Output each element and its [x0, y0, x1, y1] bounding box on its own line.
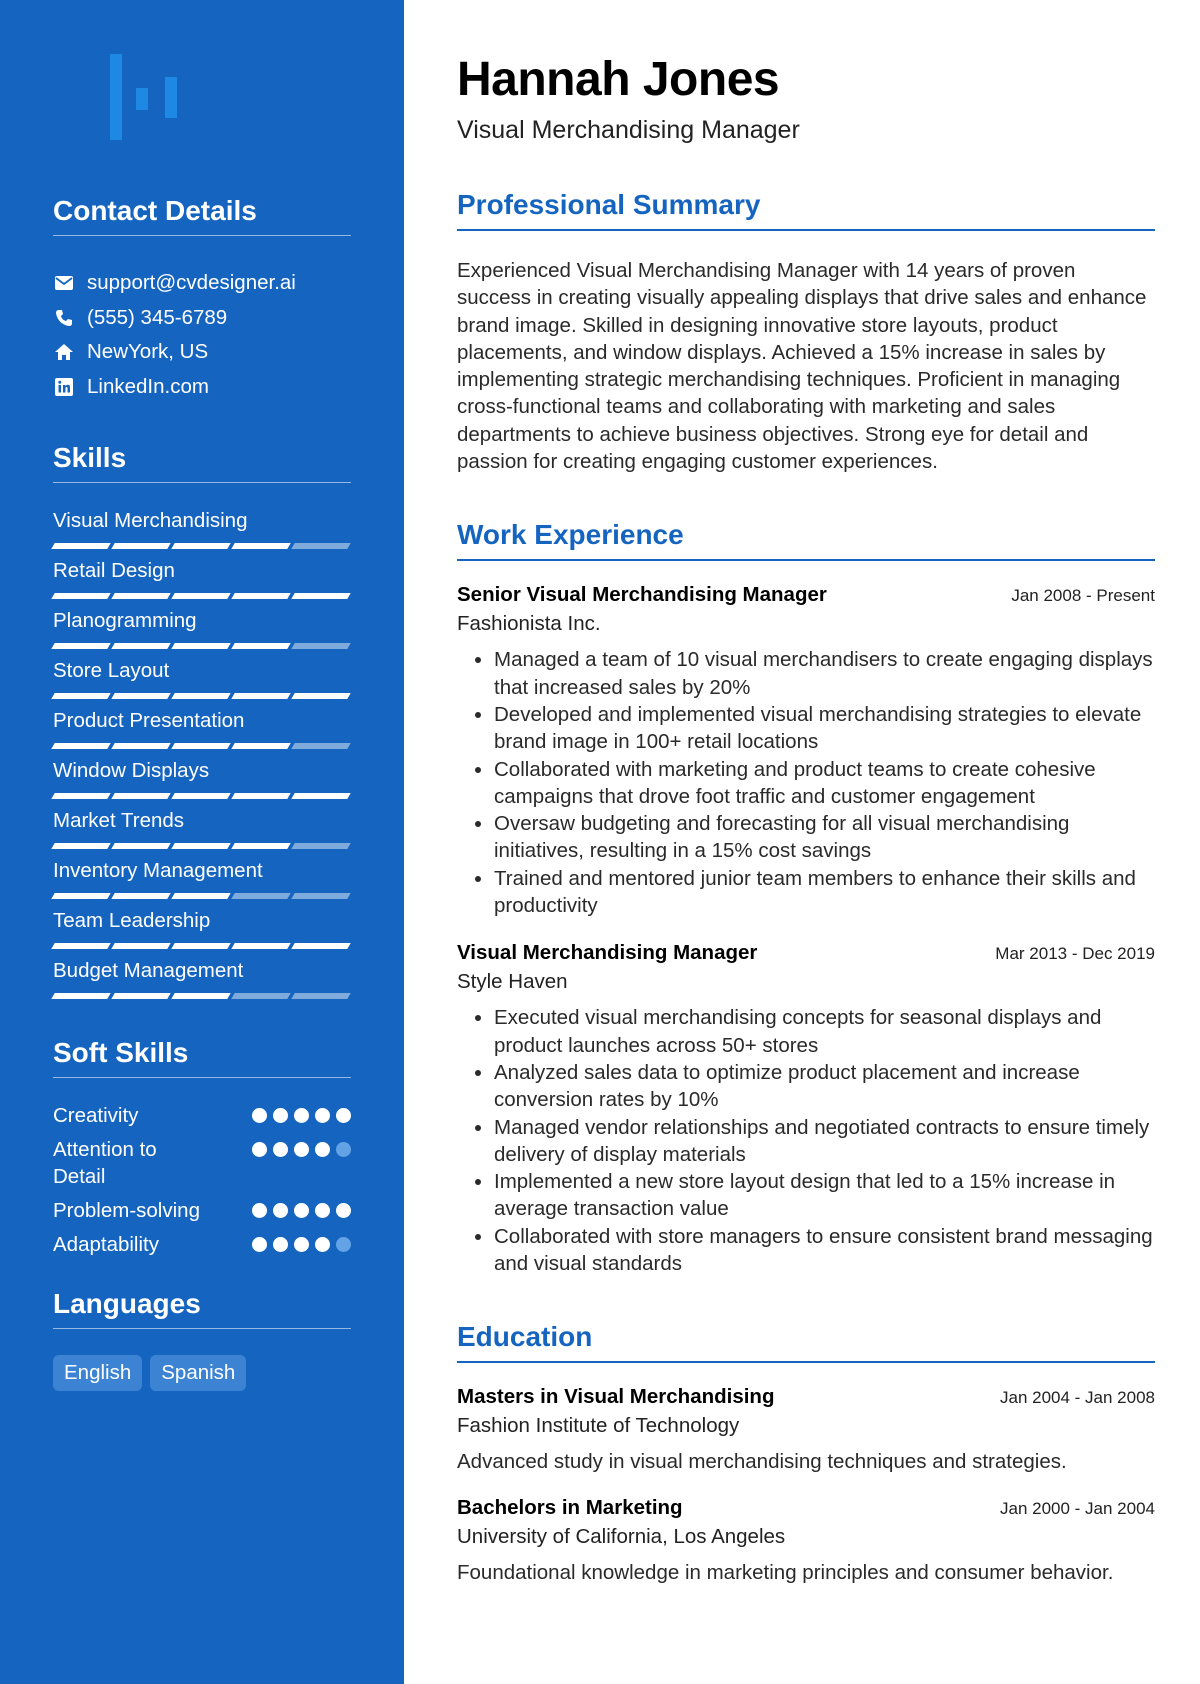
skill-level-bar — [53, 743, 351, 749]
contact-email-text: support@cvdesigner.ai — [87, 271, 296, 295]
job-dates: Jan 2008 - Present — [1011, 586, 1155, 606]
skill-level-segment — [51, 693, 110, 699]
skill-level-segment — [171, 693, 230, 699]
skill-name: Team Leadership — [53, 909, 211, 932]
skill-level-segment — [231, 893, 290, 899]
rating-dot — [273, 1108, 288, 1123]
skill-level-segment — [291, 643, 350, 649]
rating-dot — [252, 1142, 267, 1157]
skill-level-segment — [171, 893, 230, 899]
skill-level-segment — [111, 893, 170, 899]
skill-level-segment — [171, 643, 230, 649]
skill-level-bar — [53, 793, 351, 799]
summary-heading: Professional Summary — [457, 189, 1155, 231]
skill-level-segment — [231, 793, 290, 799]
summary-section — [457, 189, 1155, 475]
education-header — [457, 1385, 1155, 1409]
rating-dot — [294, 1203, 309, 1218]
job-header — [457, 941, 1155, 965]
job-bullet: • Oversaw budgeting and forecasting for all visual merchandising initiatives, resulting in a 15% cost savings — [494, 810, 1155, 865]
skills-section — [53, 442, 351, 1009]
education-entry — [457, 1385, 1155, 1474]
skill-level-segment — [291, 793, 350, 799]
skill-level-segment — [291, 743, 350, 749]
candidate-role: Visual Merchandising Manager — [457, 116, 800, 144]
logo-bar — [110, 54, 122, 140]
skill-level-segment — [51, 993, 110, 999]
skill-level-segment — [231, 643, 290, 649]
skill-level-bar — [53, 943, 351, 949]
soft-skill-name: Creativity — [53, 1104, 139, 1127]
rating-dot — [315, 1108, 330, 1123]
rating-dot — [294, 1237, 309, 1252]
skill-item — [53, 859, 351, 909]
job-bullet: • Trained and mentored junior team members to enhance their skills and productivity — [494, 865, 1155, 920]
education-entry — [457, 1496, 1155, 1585]
skill-level-segment — [51, 843, 110, 849]
skill-level-segment — [231, 943, 290, 949]
rating-dot — [294, 1108, 309, 1123]
education-dates: Jan 2004 - Jan 2008 — [999, 1388, 1155, 1408]
skill-item — [53, 759, 351, 809]
candidate-name: Hannah Jones — [457, 53, 780, 106]
skill-level-segment — [231, 743, 290, 749]
skill-level-segment — [291, 543, 350, 549]
soft-skill-item — [53, 1231, 351, 1258]
contact-linkedin[interactable] — [53, 370, 351, 405]
job-bullets — [457, 1004, 1155, 1277]
languages-heading: Languages — [53, 1288, 351, 1329]
skill-level-segment — [231, 543, 290, 549]
contact-location-text: NewYork, US — [87, 340, 209, 364]
skill-level-segment — [291, 843, 350, 849]
languages-list — [53, 1355, 351, 1391]
logo-bar — [136, 88, 148, 110]
job-bullet: • Collaborated with store managers to ensure consistent brand messaging and visual standards — [494, 1223, 1155, 1278]
education-school: Fashion Institute of Technology — [457, 1414, 740, 1438]
skill-level-segment — [111, 693, 170, 699]
skill-level-bar — [53, 993, 351, 999]
job-bullets — [457, 646, 1155, 919]
contact-list — [53, 266, 351, 404]
phone-icon — [53, 307, 75, 329]
experience-section — [457, 519, 1155, 1277]
job-title: Senior Visual Merchandising Manager — [457, 583, 827, 607]
rating-dot — [294, 1142, 309, 1157]
contact-section — [53, 195, 351, 404]
language-badge: English — [53, 1355, 142, 1391]
job-bullet: • Implemented a new store layout design that led to a 15% increase in average transaction value — [494, 1168, 1155, 1223]
skill-item — [53, 809, 351, 859]
job-header — [457, 583, 1155, 607]
soft-skills-section — [53, 1037, 351, 1258]
logo — [53, 0, 351, 195]
skill-level-bar — [53, 843, 351, 849]
skill-level-segment — [111, 843, 170, 849]
contact-email[interactable] — [53, 266, 351, 301]
skill-name: Store Layout — [53, 659, 170, 682]
skill-level-segment — [111, 543, 170, 549]
job-bullet: • Developed and implemented visual merchandising strategies to elevate brand image in 100+ retail locations — [494, 701, 1155, 756]
skill-name: Budget Management — [53, 959, 244, 982]
soft-skill-item — [53, 1197, 351, 1224]
main-content — [404, 0, 1200, 1684]
skill-level-segment — [291, 893, 350, 899]
rating-dot — [252, 1108, 267, 1123]
soft-skill-name: Attention to Detail — [53, 1138, 157, 1188]
skill-name: Planogramming — [53, 609, 197, 632]
skill-level-segment — [291, 943, 350, 949]
skill-name: Inventory Management — [53, 859, 263, 882]
skill-level-segment — [51, 793, 110, 799]
rating-dot — [336, 1203, 351, 1218]
rating-dot — [273, 1237, 288, 1252]
soft-skill-rating — [252, 1136, 351, 1157]
education-degree: Bachelors in Marketing — [457, 1496, 683, 1520]
skill-level-bar — [53, 543, 351, 549]
skill-level-bar — [53, 643, 351, 649]
education-description: Advanced study in visual merchandising techniques and strategies. — [457, 1450, 1067, 1474]
soft-skill-item — [53, 1136, 351, 1190]
skill-level-segment — [51, 593, 110, 599]
job-title: Visual Merchandising Manager — [457, 941, 758, 965]
home-icon — [53, 341, 75, 363]
rating-dot — [315, 1203, 330, 1218]
skill-name: Market Trends — [53, 809, 185, 832]
skill-level-segment — [111, 993, 170, 999]
contact-phone-text: (555) 345-6789 — [87, 305, 228, 329]
summary-text: Experienced Visual Merchandising Manager with 14 years of proven success in creating visually appealing displays that drive sales and enhance brand image. Skilled in designing innovative store layouts, product placements, and window displays. Achieved a 15% increase in sales by implementing strategic merchandising techniques. Proficient in managing cross-functional teams and collaborating with marketing and sales departments to achieve business objectives. Strong eye for detail and passion for creating engaging customer experiences. — [457, 259, 1147, 474]
skill-name: Retail Design — [53, 559, 175, 582]
job-entry — [457, 941, 1155, 1277]
skill-level-bar — [53, 893, 351, 899]
job-company: Style Haven — [457, 970, 568, 994]
education-description: Foundational knowledge in marketing principles and consumer behavior. — [457, 1561, 1114, 1585]
job-bullet: • Managed a team of 10 visual merchandisers to create engaging displays that increased sales by 20% — [494, 646, 1155, 701]
education-header — [457, 1496, 1155, 1520]
skill-level-segment — [51, 643, 110, 649]
skill-item — [53, 659, 351, 709]
soft-skills-heading: Soft Skills — [53, 1037, 351, 1078]
skill-name: Visual Merchandising — [53, 509, 248, 532]
rating-dot — [315, 1142, 330, 1157]
skill-level-segment — [171, 543, 230, 549]
language-badge: Spanish — [150, 1355, 246, 1391]
skill-level-segment — [171, 843, 230, 849]
skills-list — [53, 509, 351, 1009]
skill-level-segment — [171, 943, 230, 949]
skill-level-segment — [111, 643, 170, 649]
soft-skills-list — [53, 1102, 351, 1258]
skill-level-segment — [291, 593, 350, 599]
skill-level-segment — [291, 993, 350, 999]
languages-section — [53, 1288, 351, 1391]
soft-skill-rating — [252, 1231, 351, 1252]
job-bullet: • Analyzed sales data to optimize product placement and increase conversion rates by 10% — [494, 1059, 1155, 1114]
job-dates: Mar 2013 - Dec 2019 — [995, 944, 1155, 964]
rating-dot — [336, 1237, 351, 1252]
education-heading: Education — [457, 1321, 1155, 1363]
skill-item — [53, 559, 351, 609]
education-section — [457, 1321, 1155, 1585]
skill-level-segment — [111, 943, 170, 949]
skill-item — [53, 709, 351, 759]
logo-bar — [165, 77, 177, 118]
skill-level-segment — [51, 743, 110, 749]
rating-dot — [336, 1142, 351, 1157]
skill-name: Window Displays — [53, 759, 210, 782]
skill-level-segment — [231, 593, 290, 599]
contact-linkedin-text: LinkedIn.com — [87, 374, 209, 398]
skill-level-segment — [111, 593, 170, 599]
experience-heading: Work Experience — [457, 519, 1155, 561]
soft-skill-rating — [252, 1102, 351, 1123]
soft-skill-name: Problem-solving — [53, 1199, 200, 1222]
skill-level-segment — [171, 993, 230, 999]
linkedin-icon — [53, 376, 75, 398]
job-bullet: • Executed visual merchandising concepts for seasonal displays and product launches across 50+ stores — [494, 1004, 1155, 1059]
skill-level-segment — [111, 743, 170, 749]
skill-level-segment — [111, 793, 170, 799]
skill-item — [53, 609, 351, 659]
skill-level-segment — [171, 743, 230, 749]
skill-level-segment — [51, 943, 110, 949]
rating-dot — [273, 1203, 288, 1218]
contact-phone[interactable] — [53, 301, 351, 336]
skill-level-segment — [171, 793, 230, 799]
skill-name: Product Presentation — [53, 709, 245, 732]
job-bullet: • Collaborated with marketing and product teams to create cohesive campaigns that drove foot traffic and customer engagement — [494, 756, 1155, 811]
rating-dot — [252, 1237, 267, 1252]
contact-location — [53, 335, 351, 370]
skill-item — [53, 909, 351, 959]
skill-level-segment — [171, 593, 230, 599]
skill-level-segment — [51, 893, 110, 899]
skill-level-segment — [231, 993, 290, 999]
soft-skill-name: Adaptability — [53, 1233, 159, 1256]
rating-dot — [315, 1237, 330, 1252]
skills-heading: Skills — [53, 442, 351, 483]
skill-level-segment — [231, 693, 290, 699]
job-company: Fashionista Inc. — [457, 612, 601, 636]
envelope-icon — [53, 272, 75, 294]
education-school: University of California, Los Angeles — [457, 1525, 786, 1549]
education-dates: Jan 2000 - Jan 2004 — [999, 1499, 1155, 1519]
skill-item — [53, 509, 351, 559]
contact-heading: Contact Details — [53, 195, 351, 236]
skill-level-segment — [291, 693, 350, 699]
skill-level-segment — [231, 843, 290, 849]
job-bullet: • Managed vendor relationships and negotiated contracts to ensure timely delivery of display materials — [494, 1114, 1155, 1169]
skill-level-bar — [53, 593, 351, 599]
skill-level-segment — [51, 543, 110, 549]
skill-item — [53, 959, 351, 1009]
soft-skill-rating — [252, 1197, 351, 1218]
soft-skill-item — [53, 1102, 351, 1129]
rating-dot — [252, 1203, 267, 1218]
education-degree: Masters in Visual Merchandising — [457, 1385, 775, 1409]
sidebar — [0, 0, 404, 1684]
skill-level-bar — [53, 693, 351, 699]
job-entry — [457, 583, 1155, 919]
rating-dot — [273, 1142, 288, 1157]
rating-dot — [336, 1108, 351, 1123]
